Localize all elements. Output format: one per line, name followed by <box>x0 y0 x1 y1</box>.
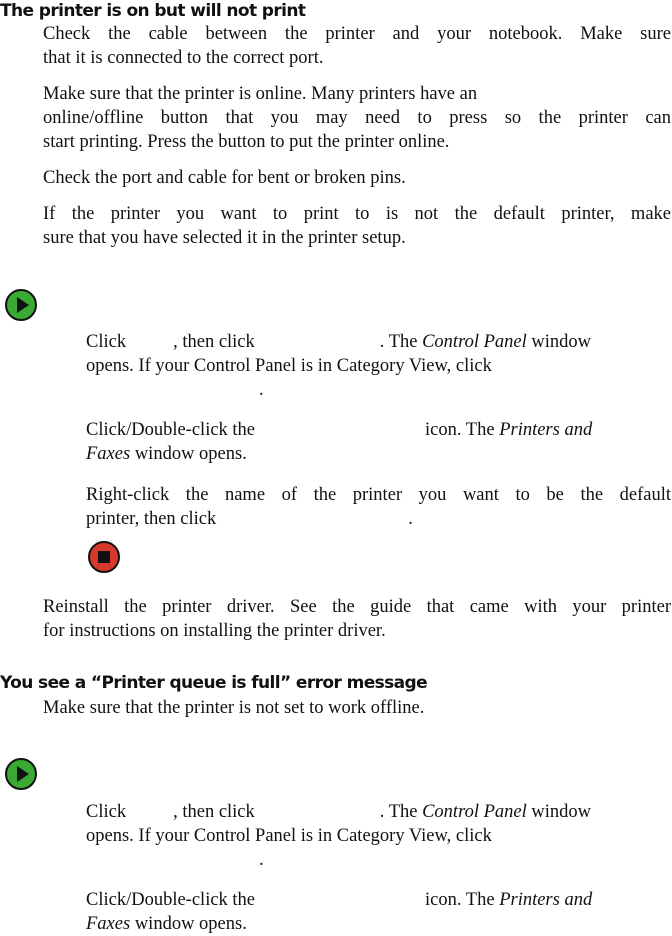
paragraph-reinstall-driver: Reinstall the printer driver. See the guide that came with your printer for instructions on installing the printer driver. <box>43 597 671 641</box>
paragraph-check-port: Check the port and cable for bent or broken pins. <box>43 168 406 188</box>
go-icon <box>5 758 37 790</box>
step-set-default: Right-click the name of the printer you want to be the default printer, then click . <box>86 485 671 529</box>
step-open-printers: Click/Double-click the icon. The Printers and Faxes window opens. <box>86 890 593 934</box>
paragraph-printer-online: Make sure that the printer is online. Many printers have an online/offline button that you may need to press so the printer can start printing. Press the button to put the printer online. <box>43 84 671 152</box>
section-heading: You see a “Printer queue is full” error message <box>0 673 428 693</box>
section-heading: The printer is on but will not print <box>0 1 306 21</box>
paragraph-offline: Make sure that the printer is not set to work offline. <box>43 698 425 718</box>
paragraph-default-printer: If the printer you want to print to is not the default printer, make sure that you have selected it in the printer setup. <box>43 204 671 248</box>
stop-icon <box>88 541 120 573</box>
step-open-printers: Click/Double-click the icon. The Printers and Faxes window opens. <box>86 420 593 464</box>
paragraph-check-cable: Check the cable between the printer and your notebook. Make sure that it is connected to the correct port. <box>43 24 671 68</box>
step-open-control-panel: Click , then click . The Control Panel window opens. If your Control Panel is in Category View, click . <box>86 332 592 400</box>
step-open-control-panel: Click , then click . The Control Panel window opens. If your Control Panel is in Category View, click . <box>86 802 592 870</box>
go-icon <box>5 289 37 321</box>
